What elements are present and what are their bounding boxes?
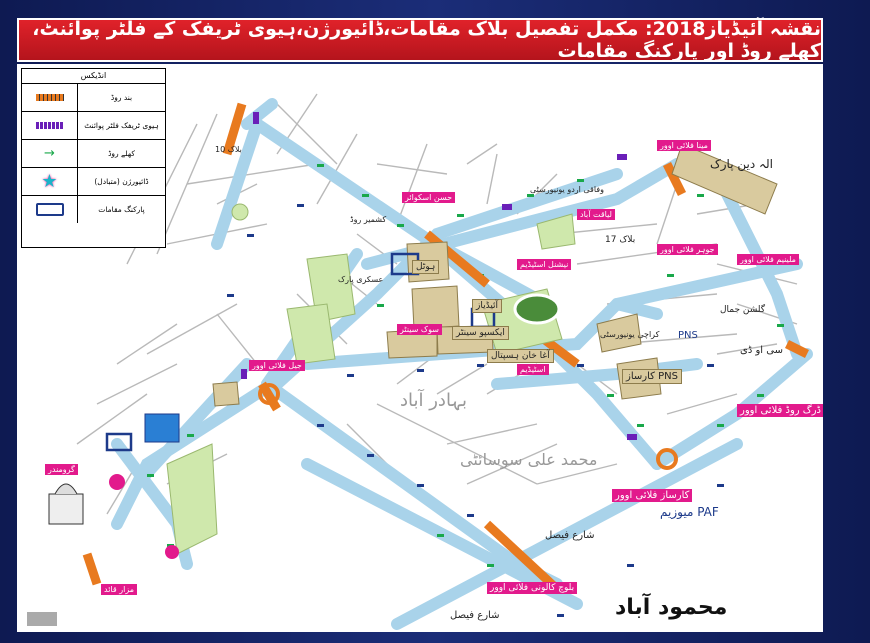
label-block-10: بلاک 10 bbox=[215, 145, 242, 154]
corner-shadow bbox=[27, 612, 57, 626]
label-karsaz-flyover: کارساز فلائی اوور bbox=[612, 489, 692, 502]
label-millennium: ملینیم فلائی اوور bbox=[737, 254, 799, 265]
label-baloch-colony-flyover: بلوچ کالونی فلائی اوور bbox=[487, 582, 577, 594]
legend-row-diversion: ★ ڈائیورژن (متبادل) bbox=[22, 168, 165, 196]
blue-building bbox=[145, 414, 179, 442]
closed-road-swatch-icon bbox=[36, 94, 64, 101]
label-mohammad-ali-society: محمد علی سوسائٹی bbox=[460, 450, 598, 469]
label-aladin-park: الہ دین پارک bbox=[710, 157, 773, 171]
legend-row-heavy-traffic: ہیوی ٹریفک فلٹر پوائنٹ bbox=[22, 112, 165, 140]
label-block-17: بلاک 17 bbox=[605, 235, 636, 245]
label-national-stadium: نیشنل اسٹیڈیم bbox=[517, 259, 571, 270]
label-urdu-university: وفاقی اردو یونیورسٹی bbox=[530, 185, 604, 194]
label-pns-karsaz: PNS کارساز bbox=[622, 369, 682, 384]
map-legend bbox=[21, 68, 166, 248]
label-stadium: اسٹیڈیم bbox=[517, 364, 549, 375]
label-jail-flyover: جیل فلائی اوور bbox=[249, 360, 305, 371]
stadium-shape bbox=[515, 295, 559, 323]
legend-row-parking: پارکنگ مقامات bbox=[22, 196, 165, 223]
label-jauhar: جوہر فلائی اوور bbox=[657, 244, 718, 255]
open-road-arrow-icon: → bbox=[44, 146, 55, 161]
label-drigh-road-flyover: ڈرگ روڈ فلائی اوور bbox=[737, 404, 823, 417]
label-civic-centre: سوک سینٹر bbox=[397, 324, 442, 335]
legend-row-open-road: → کھلے روڈ bbox=[22, 140, 165, 168]
label-hasan-square: حسن اسکوائر bbox=[402, 192, 455, 203]
mausoleum-icon bbox=[49, 484, 83, 524]
label-quaid-mausoleum: مزار قائد bbox=[101, 584, 137, 595]
page-title: نقشہ آئیڈیاز2018: مکمل تفصیل بلاک مقامات،ڈائیورژن،ہیوی ٹریفک کے فلٹر پوائنٹ، کھلے روڈ اور پارکنگ مقامات bbox=[17, 18, 823, 62]
map-area[interactable] bbox=[17, 64, 823, 632]
label-minar: مینا فلائی اوور bbox=[657, 140, 711, 151]
legend-header: انڈیکس bbox=[22, 69, 165, 84]
label-hotel: ہوٹل bbox=[412, 260, 439, 274]
label-gulshan-jamal: گلشن جمال bbox=[720, 305, 766, 315]
label-guru-mandir: گرومندر bbox=[45, 464, 78, 475]
heavy-traffic-swatch-icon bbox=[36, 122, 64, 129]
label-pns: PNS bbox=[678, 330, 698, 341]
label-aga-khan-hospital: آغا خان ہسپتال bbox=[487, 349, 554, 363]
label-karachi-university: کراچی یونیورسٹی bbox=[600, 330, 660, 339]
label-bahadurabad: بہادر آباد bbox=[400, 390, 467, 411]
label-cod: سی او ڈی bbox=[740, 345, 783, 356]
label-mahmoodabad: محمود آباد bbox=[615, 595, 728, 620]
label-askari-park: عسکری پارک bbox=[338, 275, 384, 284]
label-liaquatabad: لیاقت آباد bbox=[577, 209, 615, 220]
legend-row-closed-road: بند روڈ bbox=[22, 84, 165, 112]
parking-rect-icon bbox=[36, 203, 64, 216]
label-shahrah-faisal-2: شارع فیصل bbox=[450, 610, 500, 621]
label-shahrah-faisal-1: شارع فیصل bbox=[545, 530, 595, 541]
label-ideas: آئیڈیاز bbox=[472, 299, 502, 313]
diversion-star-icon: ★ bbox=[41, 171, 58, 192]
label-kashmir-road: کشمیر روڈ bbox=[350, 215, 387, 224]
label-paf-museum: PAF میوزیم bbox=[660, 505, 719, 519]
label-expo-center: ایکسپو سینٹر bbox=[452, 326, 509, 340]
